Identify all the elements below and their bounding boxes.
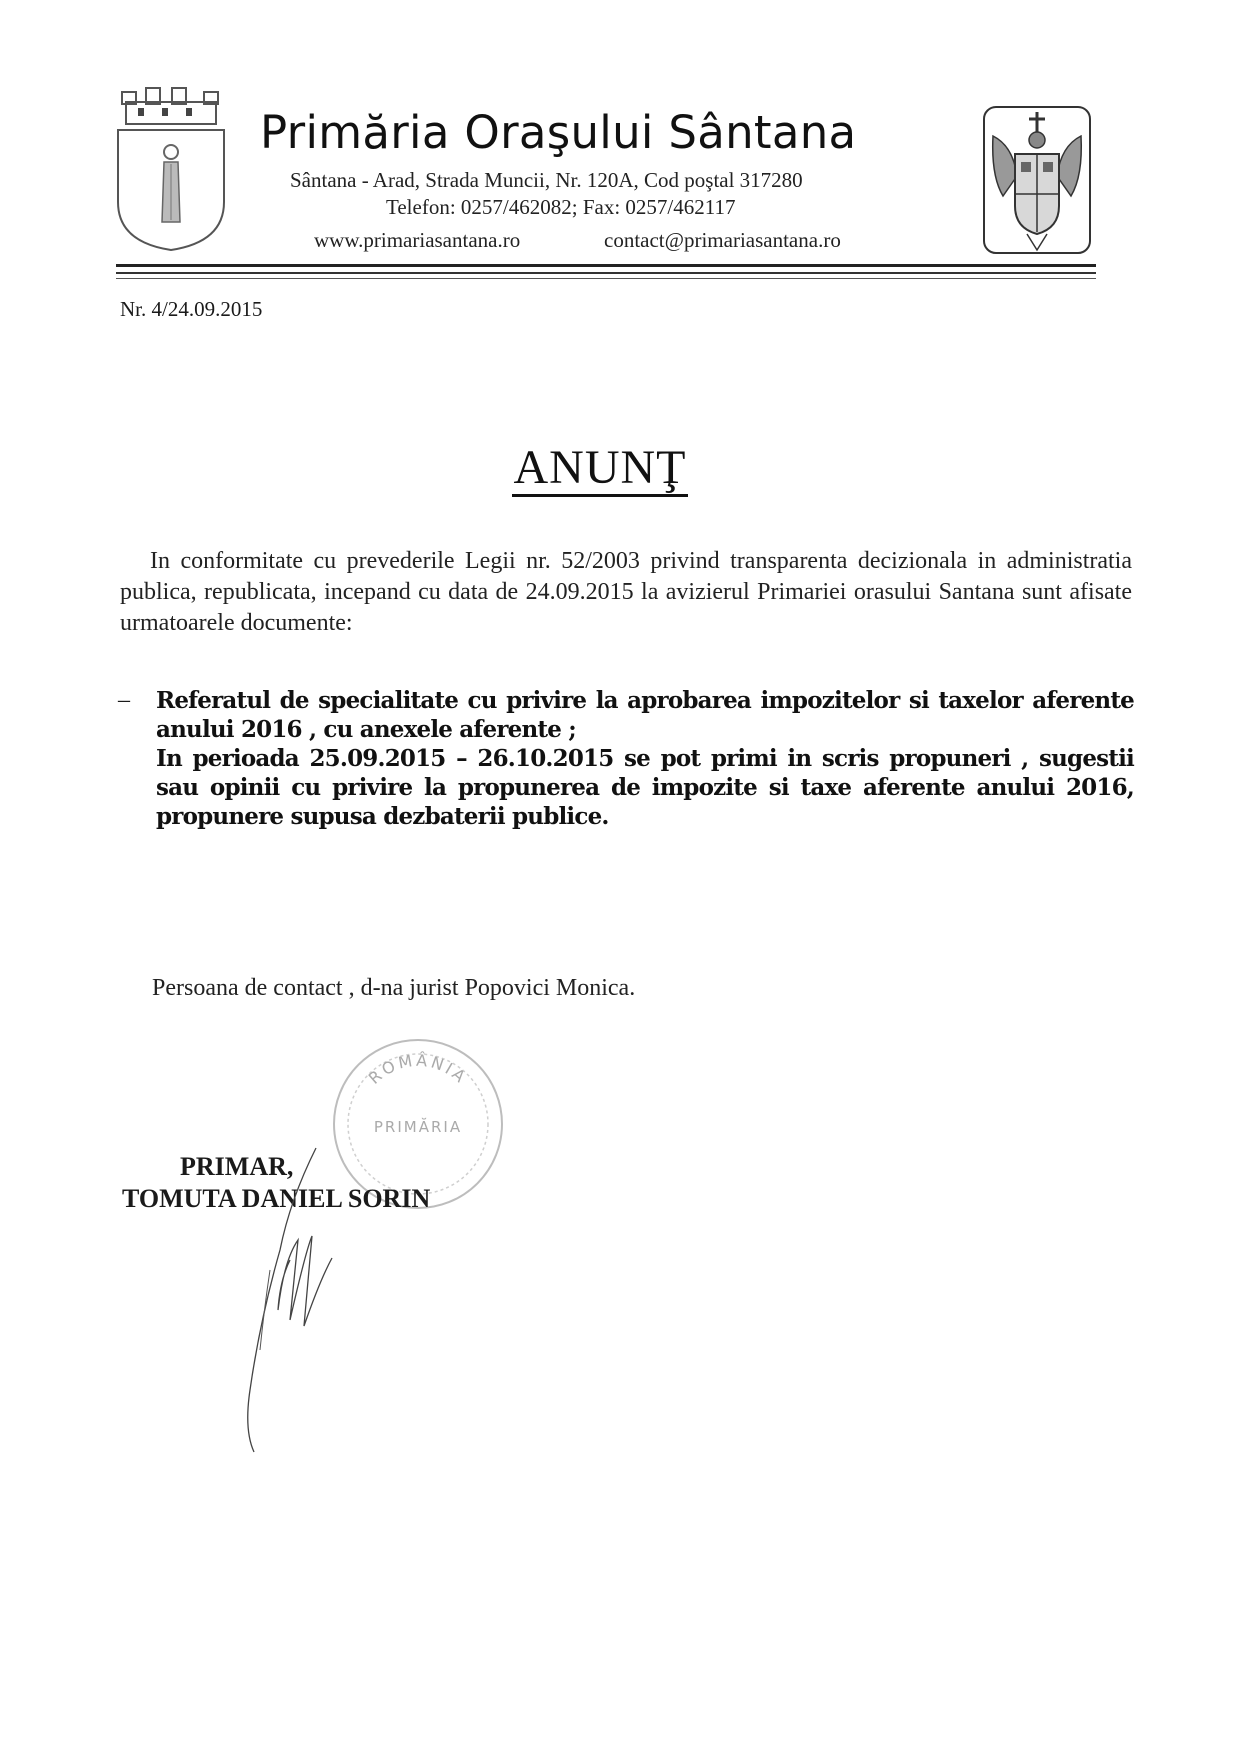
signatory-title: PRIMAR,: [180, 1152, 294, 1181]
contact-person: Persoana de contact , d-na jurist Popovici Monica.: [152, 975, 636, 1001]
address-line: Sântana - Arad, Strada Muncii, Nr. 120A, Cod poştal 317280: [290, 168, 803, 192]
email-link[interactable]: contact@primariasantana.ro: [604, 228, 841, 252]
header-divider: [116, 264, 1096, 267]
handwritten-signature-icon: [220, 1140, 360, 1465]
list-item-period: In perioada 25.09.2015 – 26.10.2015 se pot primi in scris propuneri , sugestii sau opinii cu privire la propunerea de impozite si taxe aferente anului 2016, propunere supusa dezbaterii publice.: [156, 745, 1134, 830]
list-item-referat: Referatul de specialitate cu privire la aprobarea impozitelor si taxelor aferente anului 2016 , cu anexele aferente ;: [156, 687, 1134, 743]
header-divider: [116, 278, 1096, 279]
svg-text:ROMÂNIA: [365, 1051, 472, 1088]
heading-text: ANUNŢ: [512, 441, 689, 497]
romania-coat-of-arms-icon: [983, 106, 1091, 259]
signatory-name: TOMUTA DANIEL SORIN: [122, 1184, 431, 1213]
phone-fax-line: Telefon: 0257/462082; Fax: 0257/462117: [386, 195, 736, 219]
stamp-outer-text: ROMÂNIA: [364, 1050, 472, 1088]
header-divider: [116, 272, 1096, 274]
stamp-center-text: PRIMĂRIA: [373, 1118, 463, 1136]
institution-title: Primăria Oraşului Sântana: [260, 106, 857, 159]
website-link[interactable]: www.primariasantana.ro: [314, 228, 521, 252]
documents-list: [118, 686, 1134, 831]
list-bullet: –: [118, 687, 130, 713]
intro-paragraph: In conformitate cu prevederile Legii nr. 52/2003 privind transparenta decizionala in administratia publica, republicata, incepand cu data de 24.09.2015 la avizierul Primariei orasului Santana sunt afisate urmatoarele documente:: [120, 548, 1132, 636]
document-number: Nr. 4/24.09.2015: [120, 297, 263, 321]
santana-coat-of-arms-icon: [112, 82, 230, 257]
document-heading: [0, 440, 1200, 495]
